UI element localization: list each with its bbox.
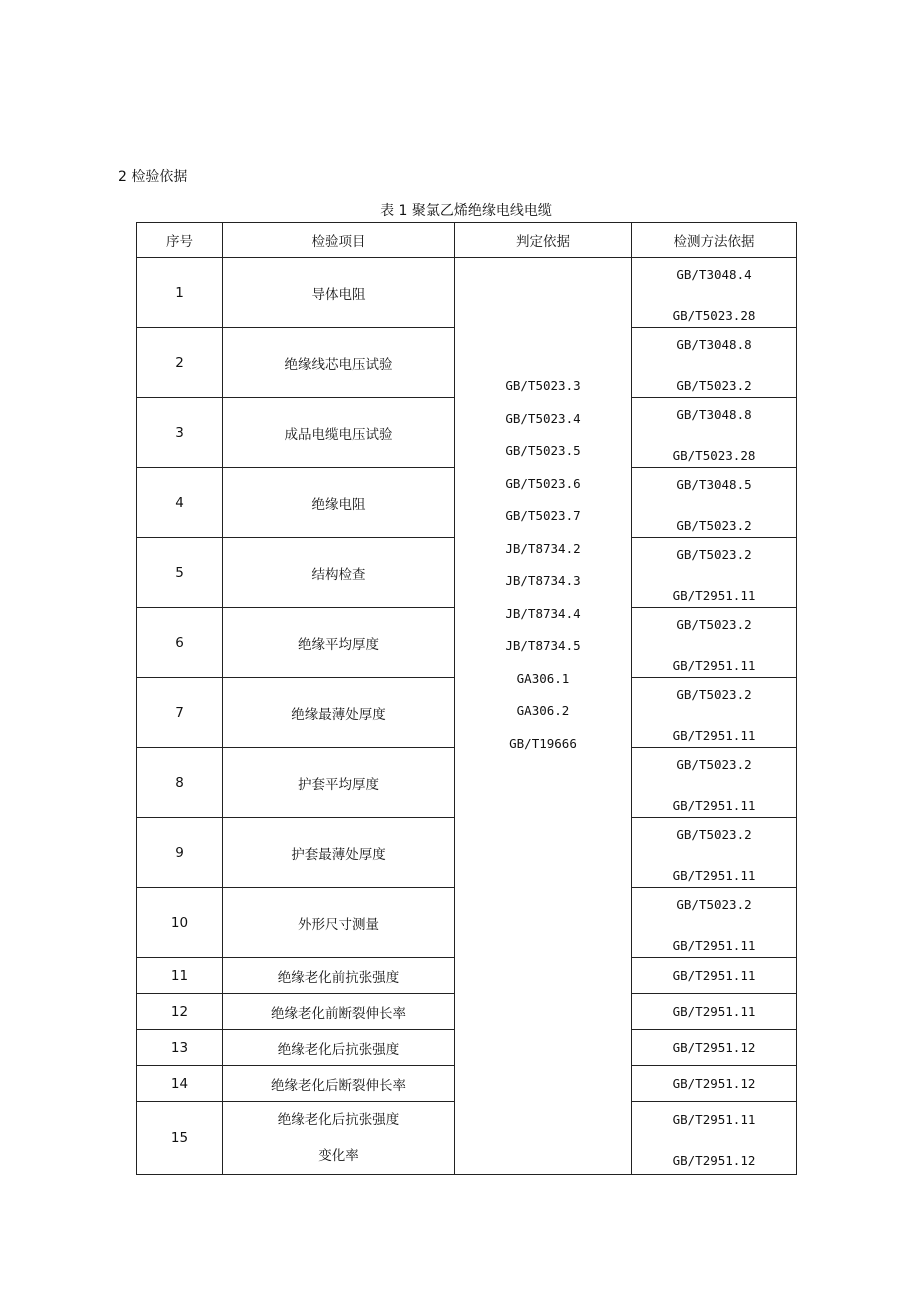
inspection-item: 护套最薄处厚度 bbox=[223, 818, 455, 888]
section-heading: 2 检验依据 bbox=[118, 169, 188, 185]
row-number: 15 bbox=[137, 1102, 223, 1175]
inspection-item: 导体电阻 bbox=[223, 258, 455, 328]
test-method-cell bbox=[632, 1030, 797, 1066]
test-method-cell bbox=[632, 678, 797, 748]
test-method-cell bbox=[632, 398, 797, 468]
test-method-standard: GB/T5023.2 bbox=[676, 517, 752, 533]
judgment-standard: GB/T5023.6 bbox=[505, 475, 581, 491]
test-method-standard: GB/T2951.11 bbox=[672, 587, 756, 603]
judgment-standard: GA306.2 bbox=[516, 703, 570, 718]
inspection-item: 绝缘电阻 bbox=[223, 468, 455, 538]
test-method-standard: GB/T2951.12 bbox=[672, 1040, 756, 1055]
judgment-standard: JB/T8734.4 bbox=[505, 605, 581, 621]
test-method-standard: GB/T3048.4 bbox=[676, 266, 752, 282]
test-method-standard: GB/T5023.2 bbox=[676, 826, 752, 842]
row-number: 5 bbox=[137, 538, 223, 608]
judgment-standard: JB/T8734.2 bbox=[505, 540, 581, 556]
row-number: 1 bbox=[137, 258, 223, 328]
row-number: 13 bbox=[137, 1030, 223, 1066]
inspection-basis-table bbox=[136, 222, 797, 1175]
table-row bbox=[137, 258, 797, 328]
test-method-standard: GB/T3048.8 bbox=[676, 336, 752, 352]
judgment-standard: GB/T5023.5 bbox=[505, 443, 581, 458]
test-method-standard: GB/T2951.11 bbox=[672, 1004, 756, 1019]
inspection-item: 成品电缆电压试验 bbox=[223, 398, 455, 468]
row-number: 4 bbox=[137, 468, 223, 538]
test-method-standard: GB/T2951.11 bbox=[672, 968, 756, 983]
judgment-basis-cell bbox=[455, 258, 632, 1175]
test-method-standard: GB/T2951.12 bbox=[672, 1076, 756, 1091]
test-method-standard: GB/T5023.2 bbox=[676, 756, 752, 772]
row-number: 11 bbox=[137, 958, 223, 994]
table-caption: 表 1 聚氯乙烯绝缘电线电缆 bbox=[380, 203, 552, 219]
test-method-standard: GB/T2951.11 bbox=[672, 867, 756, 883]
inspection-item: 绝缘平均厚度 bbox=[223, 608, 455, 678]
test-method-standard: GB/T5023.28 bbox=[672, 447, 756, 463]
test-method-standard: GB/T2951.11 bbox=[672, 1112, 756, 1127]
test-method-cell bbox=[632, 818, 797, 888]
test-method-standard: GB/T5023.2 bbox=[676, 377, 752, 393]
judgment-standard: GB/T5023.7 bbox=[505, 508, 581, 523]
row-number: 2 bbox=[137, 328, 223, 398]
test-method-standard: GB/T2951.11 bbox=[672, 727, 756, 743]
inspection-item: 绝缘老化后抗张强度 bbox=[223, 1030, 455, 1066]
header-row bbox=[137, 223, 797, 258]
inspection-item: 绝缘老化前断裂伸长率 bbox=[223, 994, 455, 1030]
inspection-item: 外形尺寸测量 bbox=[223, 888, 455, 958]
test-method-cell bbox=[632, 468, 797, 538]
table-body bbox=[137, 258, 797, 1175]
test-method-standard: GB/T2951.11 bbox=[672, 937, 756, 953]
header-item: 检验项目 bbox=[223, 223, 455, 258]
test-method-cell bbox=[632, 1102, 797, 1175]
test-method-cell bbox=[632, 608, 797, 678]
test-method-cell bbox=[632, 994, 797, 1030]
header-judgment: 判定依据 bbox=[455, 223, 632, 258]
test-method-standard: GB/T2951.12 bbox=[672, 1153, 756, 1168]
test-method-standard: GB/T5023.28 bbox=[672, 307, 756, 323]
judgment-standard: GB/T5023.3 bbox=[505, 378, 581, 393]
row-number: 14 bbox=[137, 1066, 223, 1102]
judgment-standard: JB/T8734.5 bbox=[505, 638, 581, 653]
test-method-standard: GB/T2951.11 bbox=[672, 797, 756, 813]
inspection-item-line: 变化率 bbox=[318, 1148, 359, 1164]
test-method-standard: GB/T5023.2 bbox=[676, 546, 752, 562]
test-method-standard: GB/T3048.8 bbox=[676, 406, 752, 422]
header-no: 序号 bbox=[137, 223, 223, 258]
inspection-item: 结构检查 bbox=[223, 538, 455, 608]
judgment-standard: GA306.1 bbox=[516, 670, 570, 686]
row-number: 12 bbox=[137, 994, 223, 1030]
test-method-cell bbox=[632, 958, 797, 994]
test-method-cell bbox=[632, 888, 797, 958]
row-number: 8 bbox=[137, 748, 223, 818]
test-method-cell bbox=[632, 538, 797, 608]
test-method-cell bbox=[632, 328, 797, 398]
inspection-item: 绝缘老化前抗张强度 bbox=[223, 958, 455, 994]
row-number: 3 bbox=[137, 398, 223, 468]
test-method-standard: GB/T2951.11 bbox=[672, 657, 756, 673]
judgment-standard: GB/T19666 bbox=[509, 735, 577, 751]
inspection-item: 绝缘最薄处厚度 bbox=[223, 678, 455, 748]
inspection-item: 绝缘老化后断裂伸长率 bbox=[223, 1066, 455, 1102]
judgment-standard: JB/T8734.3 bbox=[505, 573, 581, 588]
row-number: 10 bbox=[137, 888, 223, 958]
test-method-standard: GB/T5023.2 bbox=[676, 686, 752, 702]
inspection-item-line: 绝缘老化后抗张强度 bbox=[277, 1112, 400, 1128]
test-method-cell bbox=[632, 748, 797, 818]
header-method: 检测方法依据 bbox=[632, 223, 797, 258]
inspection-item bbox=[223, 1102, 455, 1175]
row-number: 7 bbox=[137, 678, 223, 748]
inspection-item: 护套平均厚度 bbox=[223, 748, 455, 818]
judgment-standard: GB/T5023.4 bbox=[505, 410, 581, 426]
inspection-item: 绝缘线芯电压试验 bbox=[223, 328, 455, 398]
test-method-standard: GB/T5023.2 bbox=[676, 616, 752, 632]
row-number: 9 bbox=[137, 818, 223, 888]
test-method-standard: GB/T3048.5 bbox=[676, 476, 752, 492]
row-number: 6 bbox=[137, 608, 223, 678]
test-method-cell bbox=[632, 1066, 797, 1102]
test-method-standard: GB/T5023.2 bbox=[676, 896, 752, 912]
test-method-cell bbox=[632, 258, 797, 328]
